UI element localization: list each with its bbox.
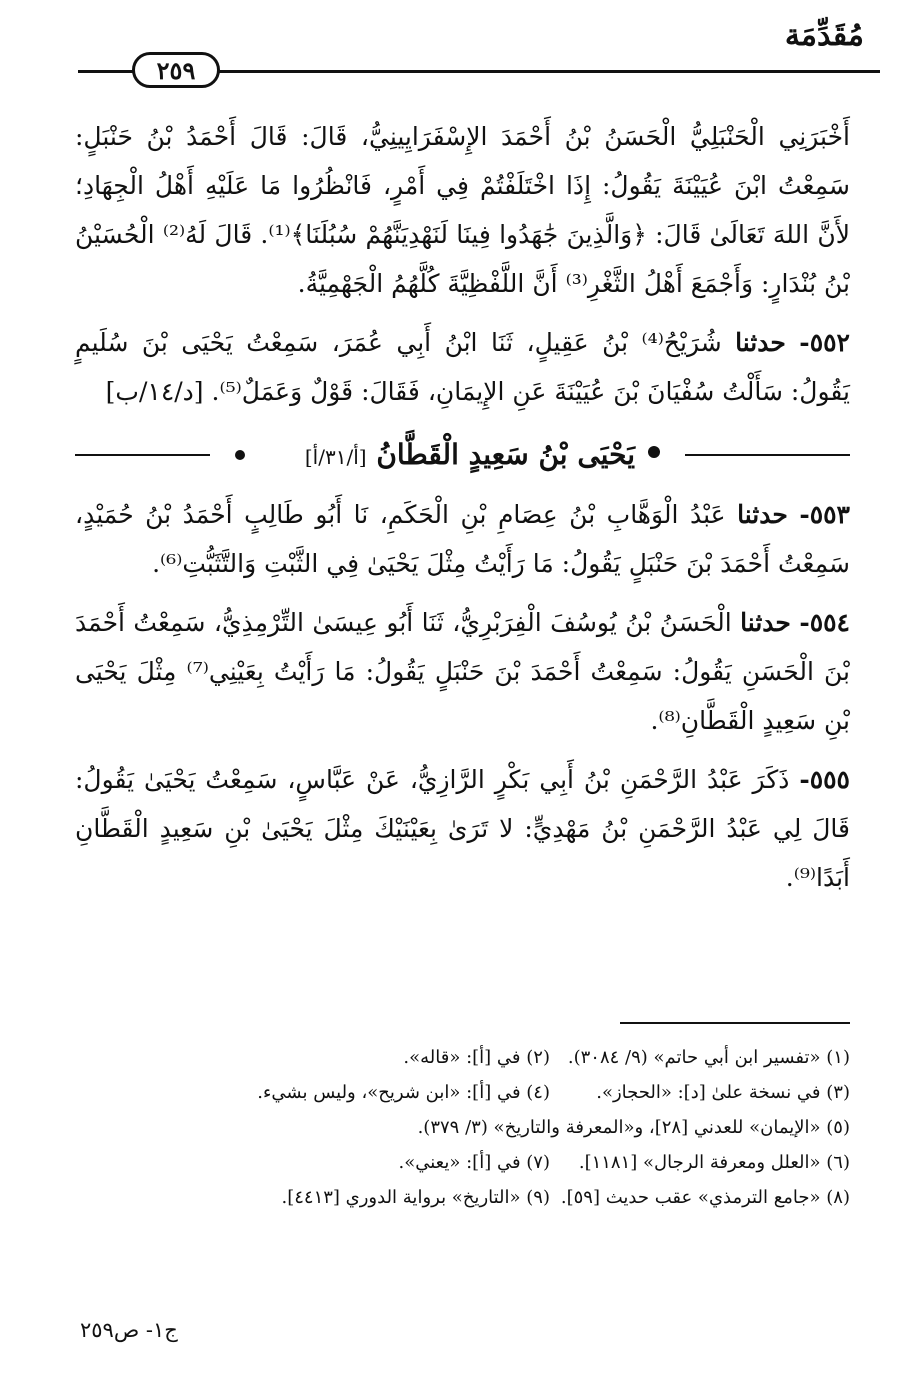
section-title (305, 430, 635, 482)
footnote-3: (٣) في نسخة علىٰ [د]: «الحجاز». (596, 1082, 850, 1103)
footnote-2: (٢) في [أ]: «قاله». (403, 1047, 550, 1068)
footnote-8: (٨) «جامع الترمذي» عقب حديث [٥٩]. (560, 1187, 850, 1208)
heading-rule-right (685, 454, 850, 456)
footnotes (75, 1040, 850, 1215)
main-text (75, 112, 850, 912)
footnote-row (75, 1180, 850, 1215)
section-title-text: يَحْيَى بْنُ سَعِيدٍ الْقَطَّانُ (376, 438, 635, 471)
footnote-5: (٥) «الإيمان» للعدني [٢٨]، و«المعرفة والتاريخ» (٣/ ٣٧٩). (417, 1117, 850, 1138)
hadith-555 (75, 755, 850, 902)
hadith-number: ٥٥٣- (799, 500, 850, 529)
bullet-icon (648, 446, 660, 458)
hadith-lead-word: حدثنا (737, 500, 788, 529)
hadith-number: ٥٥٤- (799, 608, 850, 637)
running-header-title: مُقَدِّمَة (784, 18, 864, 53)
section-heading (75, 426, 850, 482)
hadith-number: ٥٥٢- (799, 328, 850, 357)
footnote-row (75, 1040, 850, 1075)
hadith-number: ٥٥٥- (799, 765, 850, 794)
footnote-4: (٤) في [أ]: «ابن شريح»، وليس بشيء. (257, 1082, 550, 1103)
hadith-554 (75, 598, 850, 745)
footnote-separator (620, 1022, 850, 1024)
footnote-row (75, 1145, 850, 1180)
hadith-text: ذَكَرَ عَبْدُ الرَّحْمَنِ بْنُ أَبِي بَكْرٍ الرَّازِيُّ، عَنْ عَبَّاسٍ، سَمِعْتُ يَحْيَىٰ يَقُولُ: قَالَ لِي عَبْدُ الرَّحْمَنِ بْنُ مَهْدِيٍّ: لا تَرَىٰ بِعَيْنَيْكَ مِثْلَ يَحْيَىٰ بْنِ سَعِيدٍ الْقَطَّانِ أَبَدًا⁽⁹⁾. (75, 765, 850, 892)
footnote-9: (٩) «التاريخ» برواية الدوري [٤٤١٣]. (281, 1187, 550, 1208)
footnote-1: (١) «تفسير ابن أبي حاتم» (٩/ ٣٠٨٤). (567, 1047, 850, 1068)
hadith-lead-word: حدثنا (735, 328, 786, 357)
hadith-text: عَبْدُ الْوَهَّابِ بْنُ عِصَامِ بْنِ الْحَكَمِ، نَا أَبُو طَالِبٍ أَحْمَدُ بْنُ حُمَيْدٍ، سَمِعْتُ أَحْمَدَ بْنَ حَنْبَلٍ يَقُولُ: مَا رَأَيْتُ مِثْلَ يَحْيَىٰ فِي الثَّبْتِ وَالتَّثَبُّتِ⁽⁶⁾. (75, 500, 850, 578)
hadith-553 (75, 490, 850, 588)
paragraph-intro: أَخْبَرَنِي الْحَنْبَلِيُّ الْحَسَنُ بْنُ أَحْمَدَ الإِسْفَرَايِينِيُّ، قَالَ: قَالَ أَحْمَدُ بْنُ حَنْبَلٍ: سَمِعْتُ ابْنَ عُيَيْنَةَ يَقُولُ: إِذَا اخْتَلَفْتُمْ فِي أَمْرٍ، فَانْظُرُوا مَا عَلَيْهِ أَهْلُ الْجِهَادِ؛ لأَنَّ اللهَ تَعَالَىٰ قَالَ: ﴿وَالَّذِينَ جَٰهَدُوا فِينَا لَنَهْدِيَنَّهُمْ سُبُلَنَا﴾⁽¹⁾. قَالَ لَهُ⁽²⁾ الْحُسَيْنُ بْنُ بُنْدَارٍ: وَأَجْمَعَ أَهْلُ الثَّغْرِ⁽³⁾ أَنَّ اللَّفْظِيَّةَ كُلَّهُمُ الْجَهْمِيَّةُ. (75, 122, 850, 298)
volume-page-reference: ج١- ص٢٥٩ (80, 1318, 178, 1342)
hadith-text: الْحَسَنُ بْنُ يُوسُفَ الْفِرَبْرِيُّ، ثَنَا أَبُو عِيسَىٰ التِّرْمِذِيُّ، سَمِعْتُ أَحْمَدَ بْنَ الْحَسَنِ يَقُولُ: سَمِعْتُ أَحْمَدَ بْنَ حَنْبَلٍ يَقُولُ: مَا رَأَيْتُ بِعَيْنِي⁽⁷⁾ مِثْلَ يَحْيَى بْنِ سَعِيدٍ الْقَطَّانِ⁽⁸⁾. (75, 608, 850, 735)
footnote-row (75, 1075, 850, 1110)
hadith-552 (75, 318, 850, 416)
hadith-lead-word: حدثنا (740, 608, 791, 637)
bullet-icon (235, 450, 245, 460)
heading-rule-left (75, 454, 210, 456)
hadith-text: شُرَيْحُ⁽⁴⁾ بْنُ عَقِيلٍ، ثَنَا ابْنُ أَبِي عُمَرَ، سَمِعْتُ يَحْيَى بْنَ سُلَيمٍ يَقُولُ: سَأَلْتُ سُفْيَانَ بْنَ عُيَيْنَةَ عَنِ الإِيمَانِ، فَقَالَ: قَوْلٌ وَعَمَلٌ⁽⁵⁾. [د/١٤/ب] (75, 328, 850, 406)
footnote-6: (٦) «العلل ومعرفة الرجال» [١١٨١]. (578, 1152, 850, 1173)
footnote-7: (٧) في [أ]: «يعني». (398, 1152, 550, 1173)
section-manuscript-ref: [أ/٣١/أ] (304, 445, 367, 469)
page-number-badge: ٢٥٩ (132, 52, 220, 88)
